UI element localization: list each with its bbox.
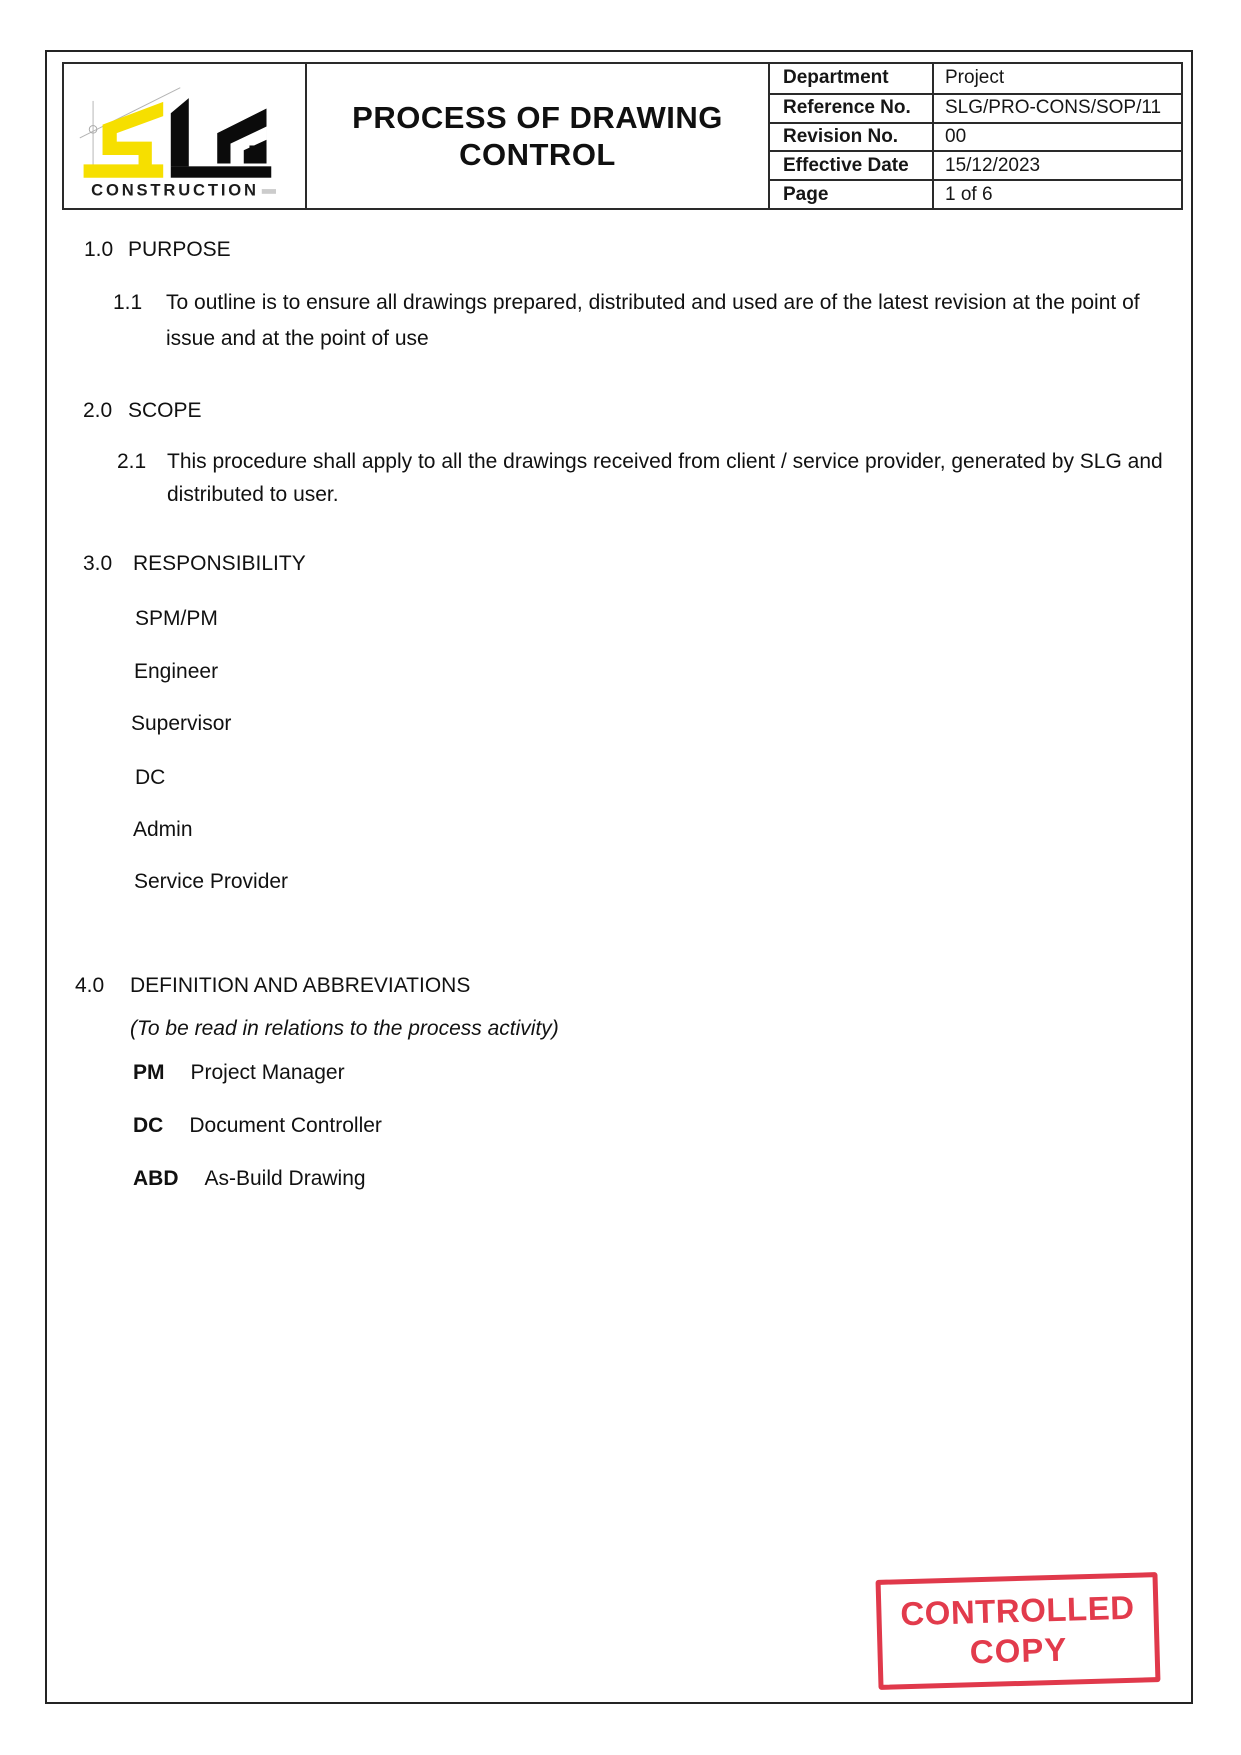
definition-abbr: ABD <box>133 1167 179 1190</box>
header-field-value: 15/12/2023 <box>932 150 1181 179</box>
definition-abbr: PM <box>133 1061 165 1084</box>
stamp-line-1: CONTROLLED <box>899 1588 1135 1633</box>
role-item: Engineer <box>134 660 219 683</box>
logo-small-mark <box>261 189 275 194</box>
section-title: DEFINITION AND ABBREVIATIONS <box>130 974 471 997</box>
header-field-value: 1 of 6 <box>932 179 1181 208</box>
document-title: PROCESS OF DRAWING CONTROL <box>352 99 723 172</box>
definition-abbr: DC <box>133 1114 164 1137</box>
clause-text: This procedure shall apply to all the drawings received from client / service provider, generated by SLG and distributed to user. <box>167 450 1163 506</box>
controlled-copy-stamp <box>876 1572 1161 1690</box>
stamp-line-2: COPY <box>969 1630 1068 1671</box>
clause-1-1 <box>113 285 1168 357</box>
header-field-label: Page <box>768 179 932 208</box>
section-number: 3.0 <box>83 552 113 575</box>
clause-number: 2.1 <box>117 450 147 473</box>
header-field-label: Revision No. <box>768 122 932 151</box>
role-item: Admin <box>133 818 193 841</box>
role-item: Supervisor <box>131 712 232 735</box>
header-field-label: Effective Date <box>768 150 932 179</box>
header-field-value: SLG/PRO-CONS/SOP/11 <box>932 93 1181 122</box>
logo-cell <box>64 64 305 208</box>
section-heading-scope <box>83 398 202 424</box>
logo-guide-line <box>79 88 179 138</box>
clause-number: 1.1 <box>113 291 143 314</box>
section-heading-purpose <box>84 237 231 263</box>
logo-base-bar <box>170 166 270 177</box>
header-field-value: Project <box>932 64 1181 93</box>
role-item: SPM/PM <box>135 607 218 630</box>
definition-row <box>133 1166 366 1192</box>
definitions-note: (To be read in relations to the process activity) <box>130 1017 559 1040</box>
role-item: DC <box>135 766 166 789</box>
header-field-value: 00 <box>932 122 1181 151</box>
definition-meaning: Document Controller <box>189 1114 382 1137</box>
section-title: SCOPE <box>128 399 202 422</box>
clause-2-1 <box>117 445 1167 511</box>
logo-letter-s <box>83 102 163 178</box>
section-number: 4.0 <box>75 974 105 997</box>
section-number: 2.0 <box>83 399 113 422</box>
definition-row <box>133 1113 382 1139</box>
logo-construction-text: CONSTRUCTION <box>90 180 259 200</box>
header-field-label: Department <box>768 64 932 93</box>
section-title: RESPONSIBILITY <box>133 552 306 575</box>
company-logo <box>76 68 294 204</box>
clause-text: To outline is to ensure all drawings prepared, distributed and used are of the latest revision at the point of issue and at the point of use <box>166 291 1140 350</box>
logo-letter-l <box>170 98 188 166</box>
section-title: PURPOSE <box>128 238 231 261</box>
title-cell <box>305 64 768 208</box>
section-number: 1.0 <box>84 238 114 261</box>
header-table <box>62 62 1183 210</box>
definition-meaning: Project Manager <box>190 1061 345 1084</box>
logo-letter-g-bar <box>249 145 266 163</box>
role-item: Service Provider <box>134 870 289 893</box>
section-heading-responsibility <box>83 551 306 577</box>
definition-row <box>133 1060 345 1086</box>
definition-meaning: As-Build Drawing <box>204 1167 366 1190</box>
header-field-label: Reference No. <box>768 93 932 122</box>
section-heading-definitions <box>75 973 470 999</box>
